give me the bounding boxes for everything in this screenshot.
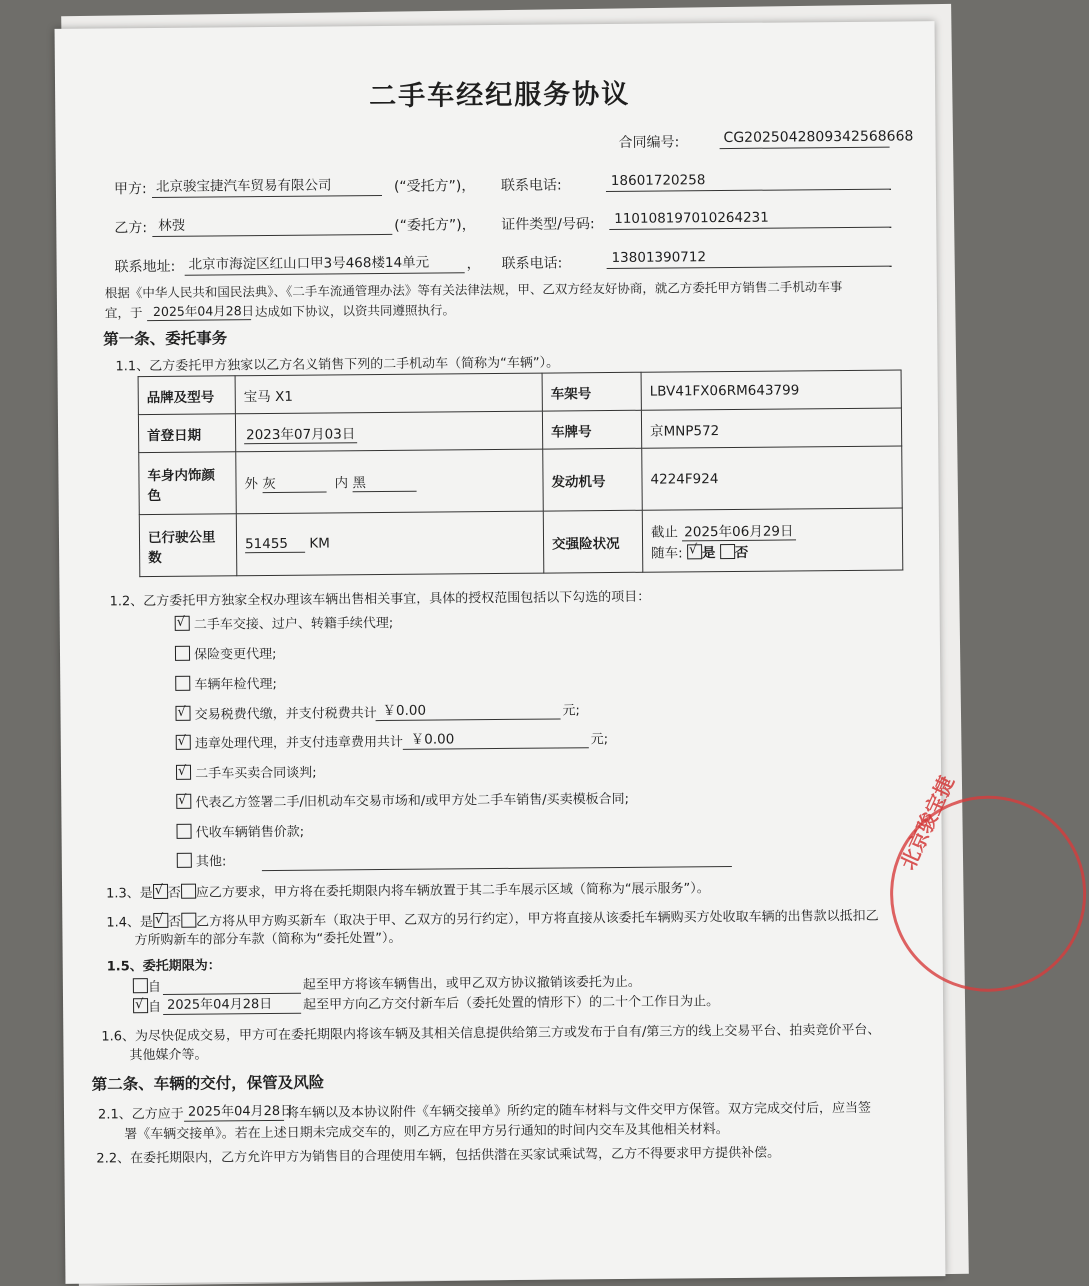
follow-no-checkbox[interactable] bbox=[720, 544, 735, 559]
brand-value: 宝马 X1 bbox=[235, 373, 542, 414]
party-b-phone: 13801390712 bbox=[611, 249, 707, 267]
term-option-1-checkbox[interactable] bbox=[133, 978, 148, 993]
mileage-value: 51455 bbox=[245, 536, 305, 554]
clause-1-4 bbox=[106, 907, 878, 933]
plate-label: 车牌号 bbox=[542, 410, 641, 449]
exterior-value: 灰 bbox=[262, 472, 326, 494]
exterior-label: 外 bbox=[244, 476, 259, 493]
page-title: 二手车经纪服务协议 bbox=[369, 78, 631, 113]
mileage-label bbox=[139, 514, 237, 577]
term-option-1-text: 起至甲方将该车辆售出，或甲乙双方协议撤销该委托为止。 bbox=[302, 974, 641, 993]
follow-yes-checkbox[interactable] bbox=[687, 544, 702, 559]
party-a-phone: 18601720258 bbox=[610, 172, 706, 190]
clause-1-1: 1.1、乙方委托甲方独家以乙方名义销售下列的二手机动车（简称为“车辆”）。 bbox=[115, 355, 560, 375]
clause-1-2: 1.2、乙方委托甲方独家全权办理该车辆出售相关事宜，具体的授权范围包括以下勾选的项目： bbox=[109, 589, 651, 610]
follow-label: 随车: bbox=[651, 545, 683, 562]
clause-1-3-text: 应乙方要求，甲方将在委托期限内将车辆放置于其二手车展示区域（简称为“展示服务”）。 bbox=[195, 881, 710, 901]
clause-1-4-num: 1.4、 bbox=[106, 915, 141, 931]
contract-no-underline bbox=[720, 147, 890, 149]
item-checkbox[interactable] bbox=[176, 794, 191, 809]
item-label: 代收车辆销售价款; bbox=[195, 824, 305, 841]
mileage-label-1: 已行驶公里 bbox=[147, 528, 216, 546]
tax-amount-underline bbox=[376, 718, 561, 721]
intro-line-1: 根据《中华人民共和国民法典》、《二手车流通管理办法》等有关法律法规，甲、乙双方经友好协商，就乙方委托甲方销售二手机动车事 bbox=[104, 278, 843, 301]
address-label: 联系地址: bbox=[114, 258, 176, 276]
item-checkbox[interactable] bbox=[175, 646, 190, 661]
clause-1-3-no: 否 bbox=[167, 885, 181, 901]
authorization-item bbox=[176, 764, 317, 784]
party-b-role: (“委托方”)， bbox=[394, 217, 476, 234]
party-a-role: (“受托方”)， bbox=[393, 178, 476, 195]
authorization-item bbox=[176, 790, 629, 813]
authorization-item bbox=[177, 852, 227, 871]
clause-1-4-line-2: 方所购新车的部分车款（简称为“委托处置”）。 bbox=[134, 930, 402, 949]
clause-1-4-yes-checkbox[interactable] bbox=[153, 913, 168, 928]
other-underline bbox=[262, 866, 732, 871]
clause-1-3 bbox=[106, 879, 710, 903]
authorization-item bbox=[175, 675, 277, 695]
clause-2-1-line-2: 署《车辆交接单》。若在上述日期未完成交车的，则乙方应在甲方另行通知的时间内交车及其他相关材料。 bbox=[124, 1122, 729, 1143]
intro-line-2-pre: 宜，于 bbox=[104, 305, 143, 321]
tax-amount: ￥0.00 bbox=[382, 702, 427, 720]
clause-1-6-line-1: 1.6、为尽快促成交易，甲方可在委托期限内将该车辆及其相关信息提供给第三方或发布于自有/第三方的线上交易平台、拍卖竞价平台、 bbox=[101, 1022, 881, 1045]
item-checkbox[interactable] bbox=[176, 765, 191, 780]
section-1-title: 第一条、委托事务 bbox=[103, 329, 228, 349]
address-value: 北京市海淀区红山口甲3号468楼14单元 bbox=[188, 254, 430, 273]
authorization-item bbox=[175, 645, 277, 665]
color-label-2: 色 bbox=[147, 487, 162, 504]
term-option-2-checkbox[interactable] bbox=[133, 998, 148, 1013]
section-2-title: 第二条、车辆的交付，保管及风险 bbox=[91, 1073, 325, 1094]
party-b-underline bbox=[152, 234, 392, 237]
clause-1-5-title: 委托期限为： bbox=[142, 958, 221, 975]
violation-amount-underline bbox=[403, 747, 589, 750]
party-a-name: 北京骏宝捷汽车贸易有限公司 bbox=[155, 177, 332, 195]
reg-date-cell bbox=[235, 411, 542, 452]
address-comma: ， bbox=[466, 256, 481, 273]
interior-value: 黑 bbox=[352, 471, 416, 493]
party-b-id: 110108197010264231 bbox=[614, 209, 769, 227]
item-label: 其他: bbox=[195, 854, 227, 870]
party-a-label: 甲方: bbox=[113, 181, 147, 198]
contract-no-label: 合同编号: bbox=[618, 134, 680, 151]
clause-1-6-line-2: 其他媒介等。 bbox=[129, 1047, 208, 1064]
party-b-name: 林弢 bbox=[158, 217, 186, 234]
item-label: 代表乙方签署二手/旧机动车交易市场和/或甲方处二手车销售/买卖模板合同; bbox=[195, 791, 630, 811]
party-b-id-label: 证件类型/号码: bbox=[501, 216, 595, 233]
term-option-1 bbox=[133, 978, 161, 997]
interior-label: 内 bbox=[334, 475, 349, 492]
color-cell bbox=[236, 449, 544, 514]
clause-1-4-no-checkbox[interactable] bbox=[181, 913, 196, 928]
clause-1-4-no: 否 bbox=[167, 914, 182, 930]
term-option-2-text: 起至甲方向乙方交付新车后（委托处置的情形下）的二十个工作日为止。 bbox=[303, 994, 720, 1013]
clause-2-2: 2.2、在委托期限内，乙方允许甲方为销售目的合理使用车辆，包括供潜在买家试乘试驾，乙方不得要求甲方提供补偿。 bbox=[96, 1145, 781, 1167]
term-option-1-underline bbox=[163, 993, 301, 995]
item-checkbox[interactable] bbox=[176, 824, 191, 839]
violation-unit: 元; bbox=[590, 732, 609, 748]
insurance-date: 2025年06月29日 bbox=[682, 519, 795, 541]
reg-date-value: 2023年07月03日 bbox=[244, 426, 357, 444]
mileage-unit: KM bbox=[309, 535, 330, 552]
item-label: 违章处理代理，并支付违章费用共计 bbox=[194, 734, 404, 752]
intro-date: 2025年04月28日 bbox=[152, 303, 255, 320]
vin-value: LBV41FX06RM643799 bbox=[641, 370, 901, 410]
engine-label: 发动机号 bbox=[543, 448, 643, 511]
party-a-phone-label: 联系电话: bbox=[500, 177, 562, 194]
clause-2-1-post: 将车辆以及本协议附件《车辆交接单》所约定的随车材料与文件交甲方保管。双方完成交付后，应当签 bbox=[285, 1100, 872, 1121]
follow-no-label: 否 bbox=[734, 544, 749, 561]
tax-unit: 元; bbox=[562, 703, 580, 719]
clause-1-5 bbox=[107, 957, 221, 976]
violation-amount: ￥0.00 bbox=[410, 731, 455, 748]
contract-no-value: CG2025042809342568668 bbox=[723, 128, 914, 147]
clause-1-3-yes-checkbox[interactable] bbox=[153, 884, 168, 899]
brand-label: 品牌及型号 bbox=[138, 376, 235, 415]
item-checkbox[interactable] bbox=[175, 676, 190, 691]
contract-page bbox=[55, 21, 959, 1284]
clause-1-5-num: 1.5、 bbox=[106, 959, 143, 975]
mileage-label-2: 数 bbox=[148, 549, 162, 566]
insurance-prefix: 截止 bbox=[650, 524, 679, 541]
plate-value: 京MNP572 bbox=[641, 408, 901, 448]
vehicle-table bbox=[138, 369, 904, 577]
authorization-item bbox=[176, 823, 304, 843]
clause-1-4-text: 乙方将从甲方购买新车（取决于甲、乙双方的另行约定），甲方将直接从该委托车辆购买方处收取车辆的出售款以抵扣乙 bbox=[195, 908, 879, 930]
clause-2-1-date: 2025年04月28日 bbox=[187, 1103, 294, 1120]
authorization-item bbox=[176, 733, 403, 754]
item-checkbox[interactable] bbox=[175, 706, 190, 721]
term-option-2-date: 2025年04月28日 bbox=[167, 997, 273, 1013]
engine-value: 4224F924 bbox=[642, 446, 903, 510]
color-label bbox=[139, 452, 237, 515]
item-checkbox[interactable] bbox=[175, 616, 190, 631]
item-label: 二手车买卖合同谈判; bbox=[195, 765, 317, 782]
clause-2-1-pre: 2.1、乙方应于 bbox=[97, 1106, 184, 1123]
intro-date-underline bbox=[147, 319, 251, 321]
party-b-phone-label: 联系电话: bbox=[501, 255, 563, 272]
term-option-2 bbox=[133, 998, 161, 1017]
authorization-item bbox=[175, 704, 376, 725]
item-label: 交易税费代缴，并支付税费共计 bbox=[194, 706, 377, 723]
color-label-1: 车身内饰颜 bbox=[147, 466, 216, 484]
item-checkbox[interactable] bbox=[176, 735, 191, 750]
clause-1-3-yes: 是 bbox=[139, 886, 153, 902]
authorization-item bbox=[175, 614, 394, 635]
item-label: 保险变更代理; bbox=[194, 646, 277, 663]
clause-1-3-num: 1.3、 bbox=[106, 886, 140, 902]
party-b-label: 乙方: bbox=[114, 220, 148, 237]
term-option-2-prefix: 自 bbox=[148, 999, 162, 1016]
clause-1-3-no-checkbox[interactable] bbox=[181, 884, 196, 899]
clause-2-1-date-underline bbox=[184, 1120, 284, 1122]
term-option-2-underline bbox=[163, 1013, 301, 1015]
mileage-cell bbox=[236, 511, 544, 576]
item-label: 二手车交接、过户、转籍手续代理; bbox=[193, 615, 394, 633]
reg-date-label: 首登日期 bbox=[138, 414, 235, 453]
term-option-1-prefix: 自 bbox=[147, 979, 161, 996]
follow-yes-label: 是 bbox=[701, 545, 716, 562]
company-seal-text: 北京骏宝捷 bbox=[895, 772, 959, 874]
insurance-cell bbox=[642, 508, 903, 572]
item-label: 车辆年检代理; bbox=[194, 676, 277, 693]
intro-line-2-post: 达成如下协议，以资共同遵照执行。 bbox=[254, 302, 456, 320]
item-checkbox[interactable] bbox=[177, 853, 192, 868]
vin-label: 车架号 bbox=[542, 372, 641, 411]
insurance-label: 交强险状况 bbox=[543, 510, 643, 573]
clause-1-4-yes: 是 bbox=[139, 915, 154, 931]
